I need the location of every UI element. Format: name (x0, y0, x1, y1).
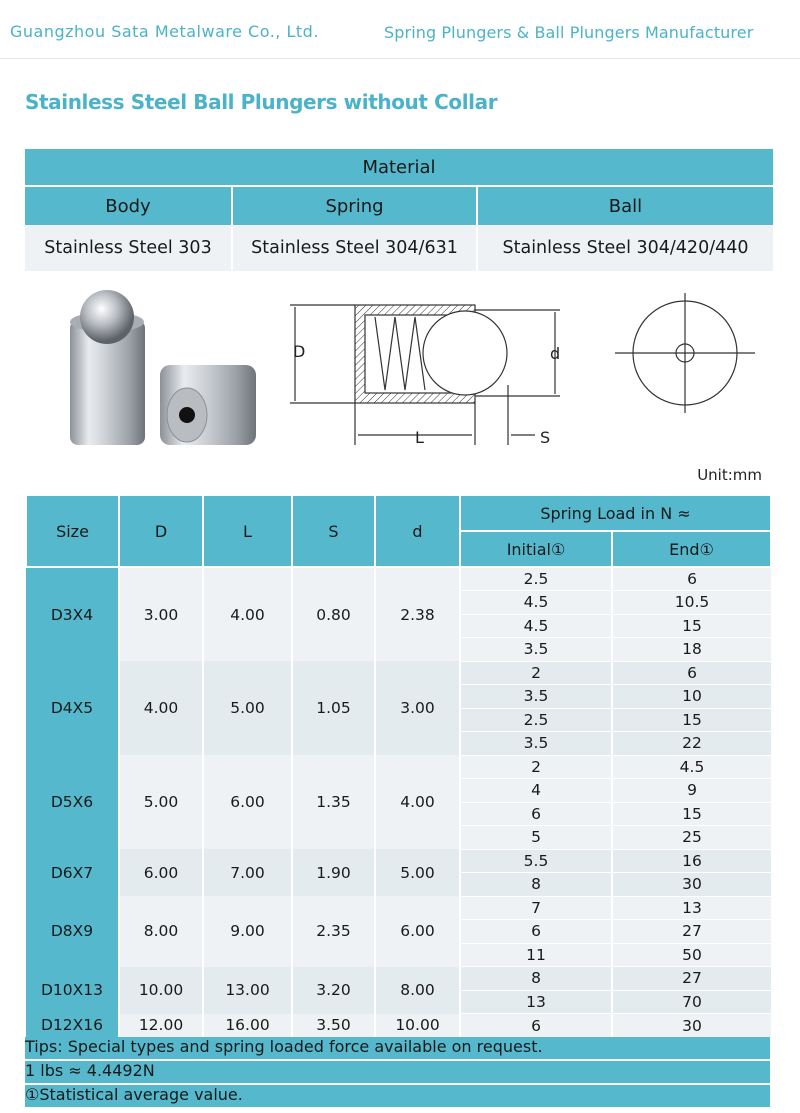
end-load-cell: 30 (612, 873, 771, 897)
end-load-cell: 22 (612, 732, 771, 756)
end-load-cell: 15 (612, 802, 771, 826)
d-outer-cell: 10.00 (119, 967, 203, 1014)
initial-load-cell: 4 (460, 779, 612, 803)
end-load-cell: 10.5 (612, 591, 771, 615)
unit-label: Unit:mm (697, 466, 762, 484)
initial-load-cell: 2.5 (460, 567, 612, 591)
size-cell: D12X16 (26, 1014, 119, 1038)
material-ball-value: Stainless Steel 304/420/440 (477, 225, 773, 271)
initial-load-cell: 11 (460, 943, 612, 967)
col-L: L (203, 495, 292, 567)
initial-load-cell: 4.5 (460, 591, 612, 615)
stroke-cell: 1.90 (292, 849, 375, 896)
initial-load-cell: 13 (460, 990, 612, 1014)
tip-row (25, 1037, 770, 1059)
initial-load-cell: 5 (460, 826, 612, 850)
end-load-cell: 27 (612, 920, 771, 944)
end-load-cell: 16 (612, 849, 771, 873)
length-cell: 7.00 (203, 849, 292, 896)
end-load-cell: 27 (612, 967, 771, 991)
size-cell: D3X4 (26, 567, 119, 661)
length-cell: 13.00 (203, 967, 292, 1014)
size-cell: D4X5 (26, 661, 119, 755)
length-cell: 6.00 (203, 755, 292, 849)
d-outer-cell: 8.00 (119, 896, 203, 967)
page-header (0, 0, 800, 62)
d-outer-cell: 3.00 (119, 567, 203, 661)
table-row (26, 967, 771, 991)
label-L: L (415, 428, 424, 447)
section-drawing (290, 305, 560, 445)
table-row (26, 567, 771, 591)
initial-load-cell: 6 (460, 802, 612, 826)
ball-dia-cell: 4.00 (375, 755, 460, 849)
material-heading: Material (25, 149, 773, 186)
table-row (26, 755, 771, 779)
ball-dia-cell: 5.00 (375, 849, 460, 896)
initial-load-cell: 6 (460, 920, 612, 944)
product-illustrations (25, 285, 775, 460)
col-spring-load: Spring Load in N ≈ (460, 495, 771, 531)
length-cell: 16.00 (203, 1014, 292, 1038)
table-row (26, 849, 771, 873)
initial-load-cell: 3.5 (460, 638, 612, 662)
stroke-cell: 1.05 (292, 661, 375, 755)
initial-load-cell: 7 (460, 896, 612, 920)
company-tagline: Spring Plungers & Ball Plungers Manufacturer (384, 23, 754, 42)
end-load-cell: 18 (612, 638, 771, 662)
tip-row (25, 1085, 770, 1107)
header-divider (0, 58, 800, 59)
size-cell: D10X13 (26, 967, 119, 1014)
ball-dia-cell: 3.00 (375, 661, 460, 755)
size-cell: D6X7 (26, 849, 119, 896)
material-table (25, 149, 773, 271)
col-d: d (375, 495, 460, 567)
page-title: Stainless Steel Ball Plungers without Collar (25, 90, 498, 114)
material-col-ball: Ball (477, 186, 773, 225)
d-outer-cell: 6.00 (119, 849, 203, 896)
size-cell: D8X9 (26, 896, 119, 967)
col-S: S (292, 495, 375, 567)
stroke-cell: 0.80 (292, 567, 375, 661)
d-outer-cell: 12.00 (119, 1014, 203, 1038)
col-initial: Initial① (460, 531, 612, 567)
end-load-cell: 9 (612, 779, 771, 803)
material-body-value: Stainless Steel 303 (25, 225, 232, 271)
initial-load-cell: 2 (460, 755, 612, 779)
size-cell: D5X6 (26, 755, 119, 849)
end-load-cell: 13 (612, 896, 771, 920)
col-end: End① (612, 531, 771, 567)
tip-text: Tips: Special types and spring loaded force available on request. (25, 1037, 543, 1056)
col-size: Size (26, 495, 119, 567)
initial-load-cell: 5.5 (460, 849, 612, 873)
initial-load-cell: 3.5 (460, 685, 612, 709)
tip-row (25, 1061, 770, 1083)
material-spring-value: Stainless Steel 304/631 (232, 225, 477, 271)
end-load-cell: 6 (612, 567, 771, 591)
d-outer-cell: 4.00 (119, 661, 203, 755)
table-row (26, 1014, 771, 1038)
stroke-cell: 1.35 (292, 755, 375, 849)
end-load-cell: 25 (612, 826, 771, 850)
ball-dia-cell: 6.00 (375, 896, 460, 967)
end-load-cell: 15 (612, 708, 771, 732)
initial-load-cell: 8 (460, 967, 612, 991)
ball-dia-cell: 8.00 (375, 967, 460, 1014)
end-load-cell: 15 (612, 614, 771, 638)
length-cell: 9.00 (203, 896, 292, 967)
end-view-drawing (615, 293, 755, 413)
spec-table (25, 494, 772, 1037)
end-load-cell: 4.5 (612, 755, 771, 779)
tip-footnote: ①Statistical average value. (25, 1085, 243, 1104)
label-D: D (293, 342, 306, 361)
material-col-body: Body (25, 186, 232, 225)
label-d: d (550, 344, 561, 363)
initial-load-cell: 4.5 (460, 614, 612, 638)
initial-load-cell: 8 (460, 873, 612, 897)
end-load-cell: 10 (612, 685, 771, 709)
stroke-cell: 3.50 (292, 1014, 375, 1038)
initial-load-cell: 2 (460, 661, 612, 685)
col-D: D (119, 495, 203, 567)
label-S: S (540, 428, 551, 447)
stroke-cell: 3.20 (292, 967, 375, 1014)
initial-load-cell: 6 (460, 1014, 612, 1038)
end-load-cell: 6 (612, 661, 771, 685)
d-outer-cell: 5.00 (119, 755, 203, 849)
length-cell: 4.00 (203, 567, 292, 661)
ball-dia-cell: 2.38 (375, 567, 460, 661)
table-row (26, 661, 771, 685)
product-photo (70, 290, 256, 445)
stroke-cell: 2.35 (292, 896, 375, 967)
length-cell: 5.00 (203, 661, 292, 755)
material-col-spring: Spring (232, 186, 477, 225)
end-load-cell: 50 (612, 943, 771, 967)
table-row (26, 896, 771, 920)
initial-load-cell: 3.5 (460, 732, 612, 756)
company-name: Guangzhou Sata Metalware Co., Ltd. (10, 22, 319, 41)
ball-dia-cell: 10.00 (375, 1014, 460, 1038)
tip-conversion: 1 lbs ≈ 4.4492N (25, 1061, 155, 1080)
end-load-cell: 70 (612, 990, 771, 1014)
end-load-cell: 30 (612, 1014, 771, 1038)
initial-load-cell: 2.5 (460, 708, 612, 732)
